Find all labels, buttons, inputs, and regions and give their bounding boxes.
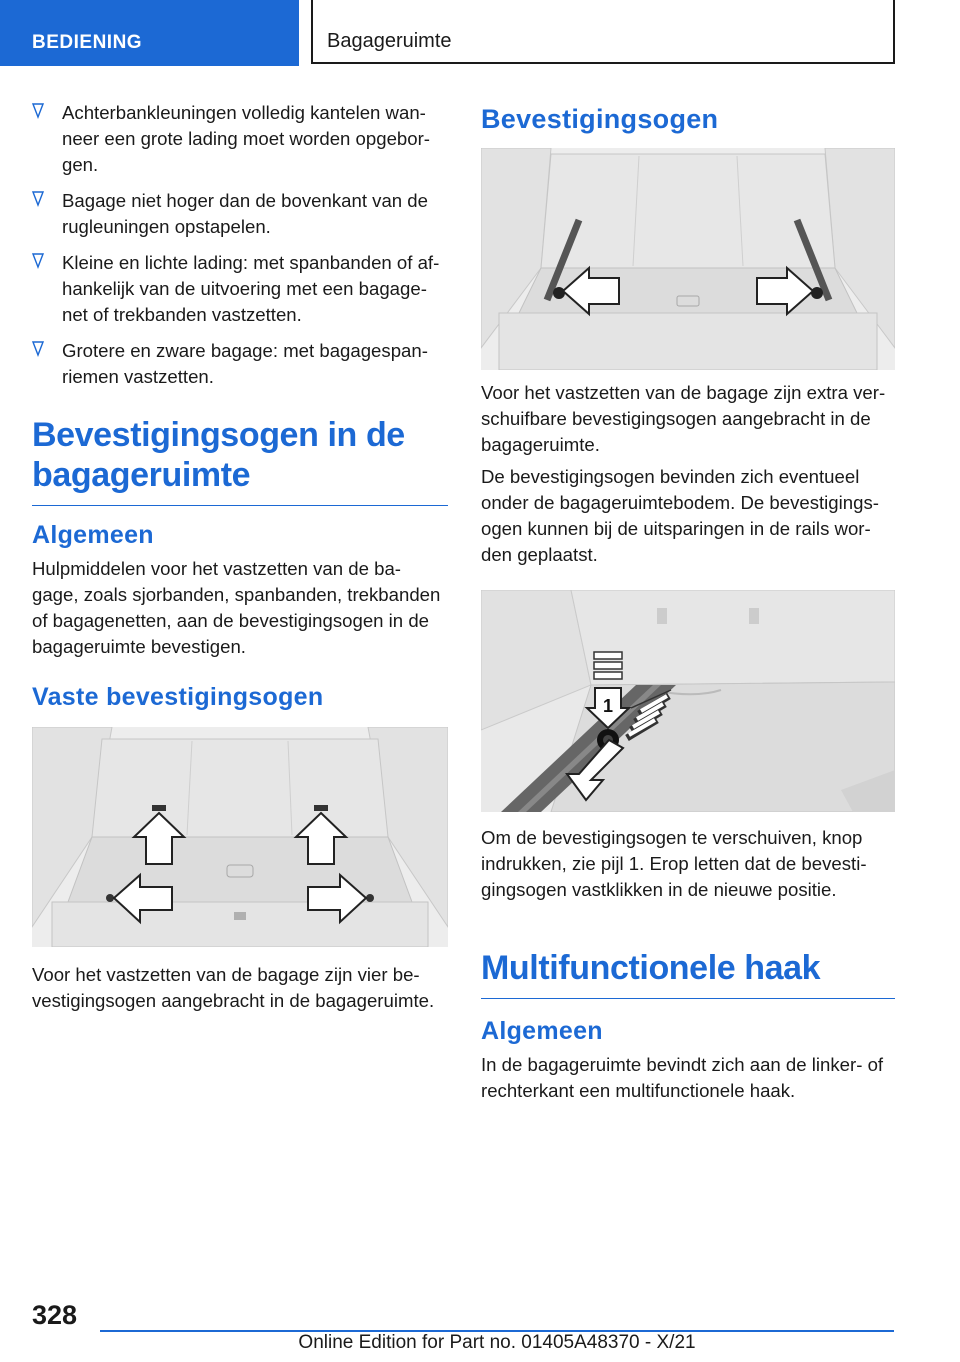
paragraph: De bevestigingsogen bevinden zich eventueel onder de bagageruimtebodem. De bevestigings- ogen kunnen bij de uitsparingen in de rails wor- den geplaatst. bbox=[481, 466, 879, 565]
subheading-fixed-eyes: Vaste bevestigingsogen bbox=[32, 683, 324, 711]
subheading-general: Algemeen bbox=[32, 521, 154, 549]
subheading-eyes: Bevestigingsogen bbox=[481, 104, 719, 134]
bullet-list bbox=[32, 100, 448, 400]
rail-button-illustration bbox=[481, 590, 895, 812]
list-item bbox=[32, 188, 448, 240]
trunk-sliding-eyes-illustration bbox=[481, 148, 895, 370]
bullet-text: Kleine en lichte lading: met spanbanden of af- hankelijk van de uitvoering met een bagage- net of trekbanden vastzetten. bbox=[62, 252, 440, 325]
list-item bbox=[32, 250, 448, 328]
section-heading: Bevestigingsogen in de bagageruimte bbox=[32, 415, 448, 506]
footer-edition: Online Edition for Part no. 01405A48370 - X/21 bbox=[298, 1332, 696, 1353]
triangle-bullet-icon bbox=[32, 191, 44, 207]
paragraph: In de bagageruimte bevindt zich aan de linker- of rechterkant een multifunctionele haak. bbox=[481, 1054, 884, 1101]
section-heading: Multifunctionele haak bbox=[481, 948, 895, 999]
triangle-bullet-icon bbox=[32, 253, 44, 269]
triangle-bullet-icon bbox=[32, 103, 44, 119]
bullet-text: Bagage niet hoger dan de bovenkant van de rugleuningen opstapelen. bbox=[62, 190, 428, 237]
list-item bbox=[32, 100, 448, 178]
paragraph: Hulpmiddelen voor het vastzetten van de ba- gage, zoals sjorbanden, spanbanden, trekbanden of bagagenetten, aan de bevestigingsogen in de bagageruimte bevestigen. bbox=[32, 558, 441, 657]
page-number: 328 bbox=[32, 1300, 78, 1330]
bullet-text: Achterbankleuningen volledig kantelen wan- neer een grote lading moet worden opgebor- gen. bbox=[62, 102, 430, 175]
section-tab: BEDIENING bbox=[0, 0, 299, 66]
paragraph: Voor het vastzetten van de bagage zijn vier be- vestigingsogen aangebracht in de bagageruimte. bbox=[32, 964, 435, 1011]
paragraph: Om de bevestigingsogen te verschuiven, knop indrukken, zie pijl 1. Erop letten dat de bevesti- gingsogen vastklikken in de nieuwe positie. bbox=[481, 827, 867, 900]
trunk-fixed-eyes-illustration bbox=[32, 727, 448, 947]
page-header-title: Bagageruimte bbox=[311, 0, 895, 64]
list-item bbox=[32, 338, 448, 390]
callout-number: 1 bbox=[602, 696, 614, 716]
paragraph: Voor het vastzetten van de bagage zijn extra ver- schuifbare bevestigingsogen aangebracht in de bagageruimte. bbox=[481, 382, 886, 455]
triangle-bullet-icon bbox=[32, 341, 44, 357]
bullet-text: Grotere en zware bagage: met bagagespan- riemen vastzetten. bbox=[62, 340, 428, 387]
subheading-general: Algemeen bbox=[481, 1017, 603, 1045]
